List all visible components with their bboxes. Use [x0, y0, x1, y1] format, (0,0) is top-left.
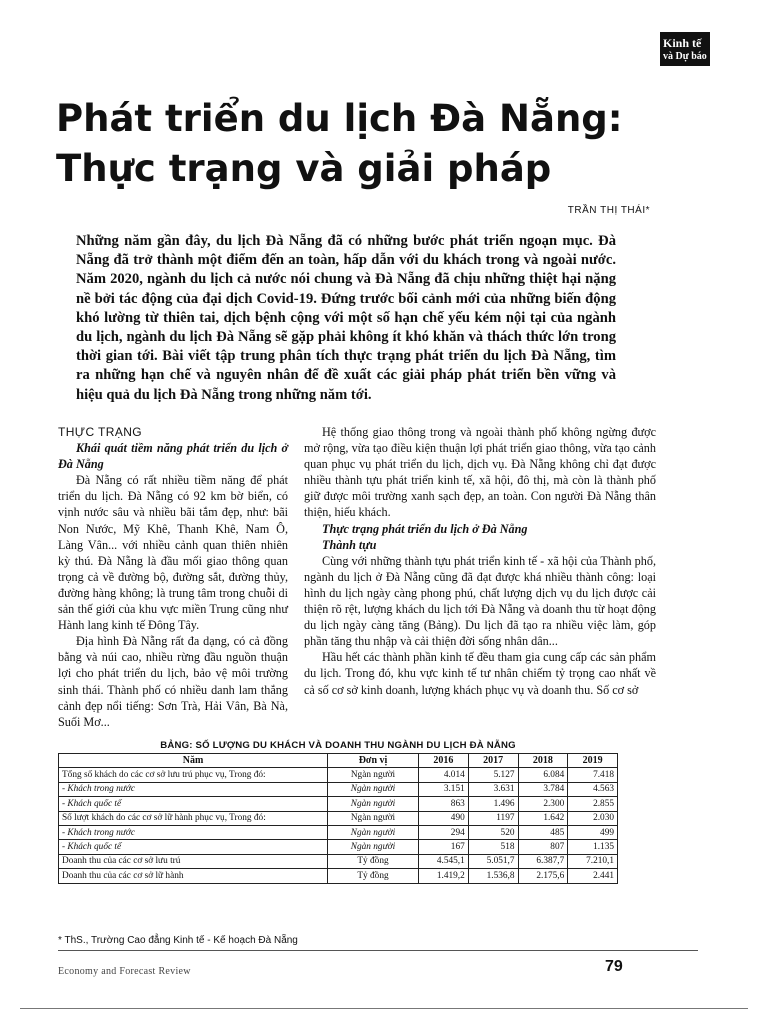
table-cell: 520 [468, 825, 518, 839]
right-paragraph-2: Cùng với những thành tựu phát triển kinh tế - xã hội của Thành phố, ngành du lịch ở Đà Nẵng cũng đã đạt được khá nhiều thành công: loại hình du lịch ngày càng phong phú, chất lượng dịch vụ du lịch được cải thiện rõ rệt, lượng khách du lịch tới Đà Nẵng và doanh thu từ hoạt động du lịch ngày càng tăng (Bảng). Du lịch đã tạo ra nhiều việc làm, góp phần tăng thu nhập và cải thiện đời sống nhân dân... [304, 553, 656, 649]
table-cell: 4.014 [419, 768, 469, 782]
table-header-cell: 2017 [468, 754, 518, 768]
table-cell: Doanh thu của các cơ sở lữ hành [59, 869, 328, 883]
right-subheading: Thực trạng phát triển du lịch ở Đà Nẵng [322, 521, 528, 536]
page-number: 79 [605, 958, 623, 975]
table-cell: 3.631 [468, 782, 518, 796]
table-cell: Ngàn người [328, 840, 419, 854]
badge-line-1: Kinh tế [663, 36, 702, 50]
table-caption: BẢNG: SỐ LƯỢNG DU KHÁCH VÀ DOANH THU NGÀNH DU LỊCH ĐÀ NẴNG [160, 740, 516, 751]
table-cell: Tổng số khách do các cơ sở lưu trú phục vụ, Trong đó: [59, 768, 328, 782]
table-header-cell: Đơn vị [328, 754, 419, 768]
table-cell: 807 [518, 840, 568, 854]
table-header-cell: 2016 [419, 754, 469, 768]
table-cell: Tỷ đồng [328, 869, 419, 883]
table-row [59, 811, 618, 825]
footer-divider [58, 950, 698, 951]
table-cell: Ngàn người [328, 825, 419, 839]
page-edge-line [20, 1008, 748, 1009]
left-paragraph-2: Địa hình Đà Nẵng rất đa dạng, có cả đồng bằng và núi cao, nhiều rừng đầu nguồn thuận lợi cho phát triển du lịch, bảo vệ môi trường sinh thái. Thành phố có nhiều danh lam thắng cảnh đẹp nổi tiếng: Sơn Trà, Hải Vân, Bà Nà, Suối Mơ... [58, 634, 288, 729]
table-cell: 863 [419, 797, 469, 811]
tourism-table [58, 753, 618, 884]
table-cell: Ngàn người [328, 797, 419, 811]
table-cell: 1.419,2 [419, 869, 469, 883]
author-name: TRẦN THỊ THÁI* [567, 205, 650, 216]
table-cell: 7.210,1 [568, 854, 618, 868]
data-table-block [58, 740, 618, 884]
table-cell: - Khách trong nước [59, 825, 328, 839]
table-cell: - Khách trong nước [59, 782, 328, 796]
table-cell: 2.855 [568, 797, 618, 811]
table-cell: Tỷ đồng [328, 854, 419, 868]
table-cell: 167 [419, 840, 469, 854]
table-cell: 499 [568, 825, 618, 839]
left-subheading: Khái quát tiềm năng phát triển du lịch ở Đà Nẵng [58, 441, 288, 472]
table-cell: - Khách quốc tế [59, 840, 328, 854]
table-cell: 1.496 [468, 797, 518, 811]
table-cell: 1.536,8 [468, 869, 518, 883]
table-cell: Ngàn người [328, 811, 419, 825]
table-cell: 490 [419, 811, 469, 825]
table-cell: 1197 [468, 811, 518, 825]
table-row [59, 797, 618, 811]
journal-name: Economy and Forecast Review [58, 966, 191, 977]
article-title [56, 94, 696, 194]
table-row [59, 768, 618, 782]
right-column [304, 424, 656, 698]
table-row [59, 840, 618, 854]
left-column [58, 424, 288, 730]
table-header-cell: 2019 [568, 754, 618, 768]
table-row [59, 869, 618, 883]
table-cell: Doanh thu của các cơ sở lưu trú [59, 854, 328, 868]
table-cell: 2.300 [518, 797, 568, 811]
table-cell: 518 [468, 840, 518, 854]
table-cell: - Khách quốc tế [59, 797, 328, 811]
abstract: Những năm gần đây, du lịch Đà Nẵng đã có những bước phát triển ngoạn mục. Đà Nẵng đã trở thành một điểm đến an toàn, hấp dẫn với du khách trong và ngoài nước. Năm 2020, ngành du lịch cả nước nói chung và Đà Nẵng đã chịu những thiệt hại nặng nề bởi tác động của đại dịch Covid-19. Đứng trước bối cảnh mới của những biến động khó lường từ thiên tai, dịch bệnh cộng với một số hạn chế yếu kém nội tại của ngành du lịch, ngành du lịch Đà Nẵng sẽ gặp phải không ít khó khăn và thách thức lớn trong thời gian tới. Bài viết tập trung phân tích thực trạng phát triển du lịch Đà Nẵng, tìm ra những hạn chế và nguyên nhân để đề xuất các giải pháp phát triển bền vững và hiệu quả du lịch Đà Nẵng trong những năm tới. [76, 233, 616, 403]
right-paragraph-3: Hầu hết các thành phần kinh tế đều tham gia cung cấp các sản phẩm du lịch. Trong đó, khu vực kinh tế tư nhân chiếm tỷ trọng cao nhất về cả số cơ sở kinh doanh, lượng khách phục vụ và doanh thu. Số cơ sở [304, 650, 656, 697]
table-cell: 2.030 [568, 811, 618, 825]
title-line-1: Phát triển du lịch Đà Nẵng: [56, 97, 623, 140]
table-cell: 3.151 [419, 782, 469, 796]
table-cell: 485 [518, 825, 568, 839]
table-header-cell: Năm [59, 754, 328, 768]
table-cell: 7.418 [568, 768, 618, 782]
table-cell: 5.127 [468, 768, 518, 782]
table-cell: 4.545,1 [419, 854, 469, 868]
table-cell: 5.051,7 [468, 854, 518, 868]
table-cell: Số lượt khách do các cơ sở lữ hành phục vụ, Trong đó: [59, 811, 328, 825]
footnote: * ThS., Trường Cao đẳng Kinh tế - Kế hoạch Đà Nẵng [58, 935, 298, 946]
table-cell: 2.175,6 [518, 869, 568, 883]
journal-badge [660, 32, 710, 66]
table-cell: 6.084 [518, 768, 568, 782]
table-row [59, 825, 618, 839]
table-cell: 294 [419, 825, 469, 839]
table-header-row [59, 754, 618, 768]
table-cell: 1.642 [518, 811, 568, 825]
badge-line-2: và Dự báo [663, 51, 707, 62]
table-cell: 1.135 [568, 840, 618, 854]
title-line-2: Thực trạng và giải pháp [56, 147, 552, 190]
table-header-cell: 2018 [518, 754, 568, 768]
table-row [59, 782, 618, 796]
right-paragraph-1: Hệ thống giao thông trong và ngoài thành phố không ngừng được mở rộng, vừa tạo điều kiện thuận lợi phát triển giao thông, vừa tạo cảnh quan phục vụ phát triển du lịch, dịch vụ. Đà Nẵng không chỉ đạt được nhiều thành tựu phát triển kinh tế, xã hội, đô thị, mà còn là thành phố giữ được môi trường xanh sạch đẹp, an toàn. Con người Đà Nẵng thân thiện, hiếu khách. [304, 425, 656, 520]
table-cell: 6.387,7 [518, 854, 568, 868]
table-cell: 4.563 [568, 782, 618, 796]
section-heading: THỰC TRẠNG [58, 425, 143, 439]
table-cell: Ngàn người [328, 782, 419, 796]
table-row [59, 854, 618, 868]
right-subheading-2: Thành tựu [322, 537, 377, 552]
table-cell: 3.784 [518, 782, 568, 796]
left-paragraph-1: Đà Nẵng có rất nhiều tiềm năng để phát triển du lịch. Đà Nẵng có 92 km bờ biển, có vịnh nước sâu và nhiều bãi tắm đẹp, như: bãi Non Nước, Mỹ Khê, Thanh Khê, Nam Ô, Làng Vân... với nhiều cảnh quan thiên nhiên kỳ thú. Đà Nẵng là đầu mối giao thông quan trọng cả về đường bộ, đường sắt, đường thủy, đường hàng không; là trung tâm trong chuỗi di sản thế giới của khu vực miền Trung cũng như Hành lang kinh tế Đông Tây. [58, 473, 288, 633]
table-cell: Ngàn người [328, 768, 419, 782]
table-cell: 2.441 [568, 869, 618, 883]
